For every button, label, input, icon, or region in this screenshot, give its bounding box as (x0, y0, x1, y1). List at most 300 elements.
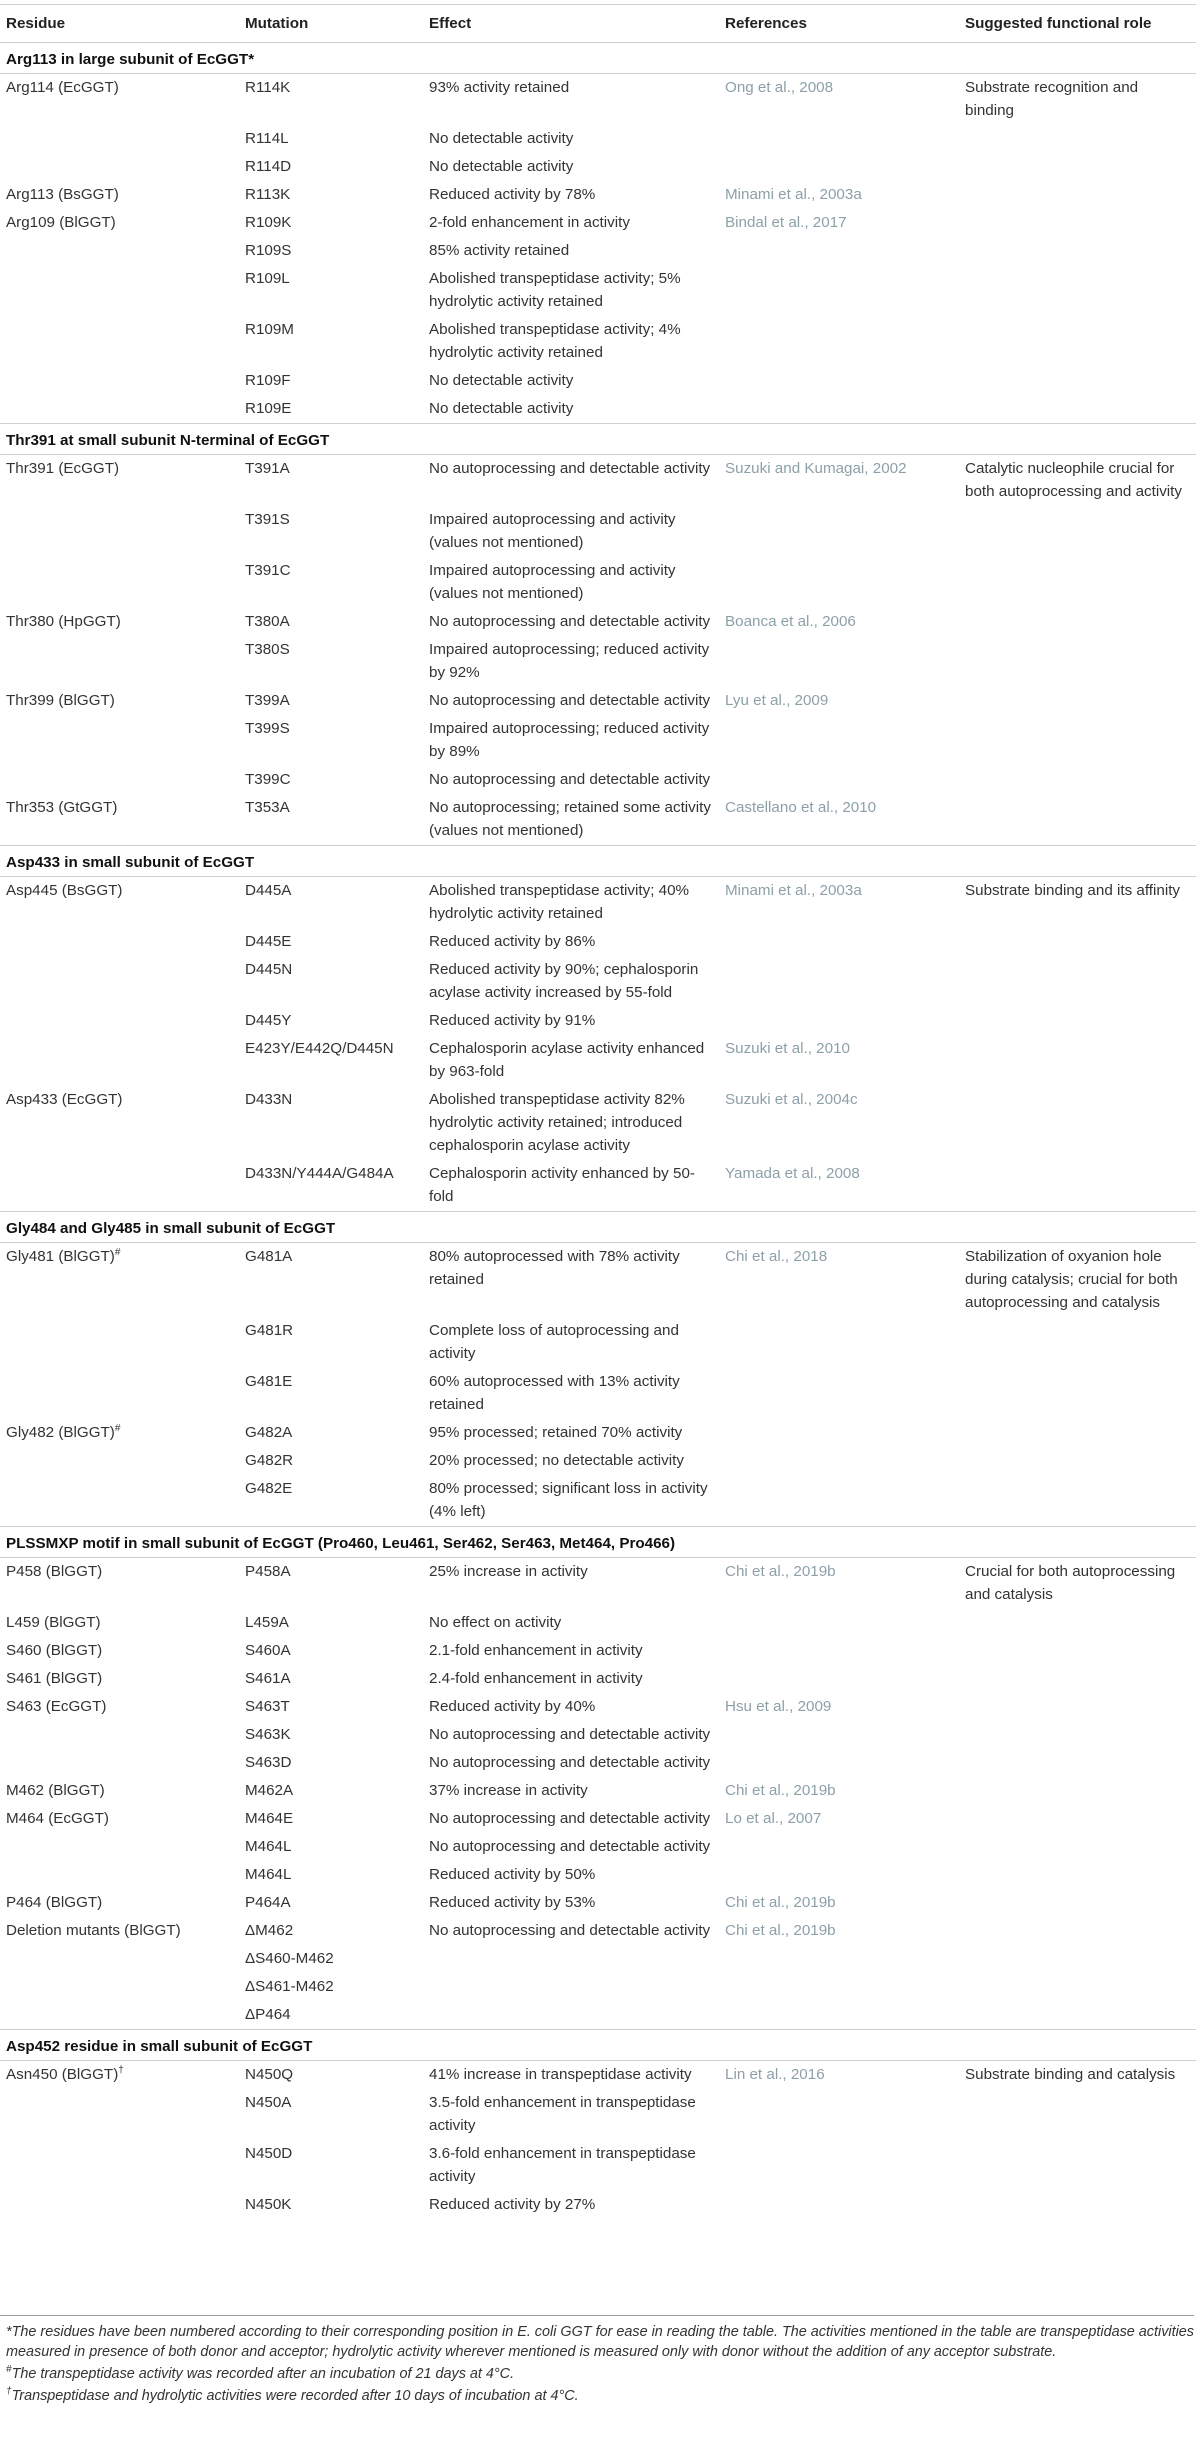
cell-effect-text: 93% activity retained (429, 79, 570, 96)
cell-effect (423, 1086, 719, 1160)
cell-effect-text: No effect on activity (429, 1614, 562, 1631)
cell-functional-role (959, 1665, 1196, 1693)
cell-reference (719, 956, 959, 1007)
cell-residue (0, 715, 239, 766)
table-row (0, 2191, 1196, 2219)
cell-effect (423, 1317, 719, 1368)
cell-functional-role (959, 1721, 1196, 1749)
cell-functional-role (959, 1558, 1196, 1610)
cell-reference (719, 506, 959, 557)
cell-functional-role (959, 956, 1196, 1007)
cell-reference-text: Yamada et al., 2008 (725, 1165, 860, 1182)
cell-mutation (239, 265, 423, 316)
cell-effect (423, 1749, 719, 1777)
table-row (0, 2140, 1196, 2191)
section-header-row (0, 1527, 1196, 1558)
table-row (0, 316, 1196, 367)
cell-reference (719, 636, 959, 687)
cell-effect (423, 1035, 719, 1086)
cell-reference (719, 2001, 959, 2030)
cell-residue (0, 1035, 239, 1086)
cell-functional-role (959, 367, 1196, 395)
table-row (0, 265, 1196, 316)
table-row (0, 956, 1196, 1007)
cell-mutation (239, 1777, 423, 1805)
cell-mutation-text: S463D (245, 1754, 292, 1771)
cell-mutation-text: R114K (245, 79, 291, 96)
cell-effect-text: 3.6-fold enhancement in transpeptidase activity (429, 2145, 696, 2185)
cell-functional-role (959, 1475, 1196, 1527)
cell-reference-text: Lo et al., 2007 (725, 1810, 822, 1827)
cell-residue-text: Gly481 (BlGGT) (6, 1248, 115, 1265)
cell-reference (719, 2140, 959, 2191)
cell-mutation (239, 687, 423, 715)
cell-reference-text: Suzuki et al., 2010 (725, 1040, 850, 1057)
cell-reference-text: Hsu et al., 2009 (725, 1698, 832, 1715)
table-row (0, 395, 1196, 424)
table-row (0, 1419, 1196, 1447)
cell-residue-text: Thr391 (EcGGT) (6, 460, 120, 477)
cell-functional-role (959, 506, 1196, 557)
cell-effect (423, 1805, 719, 1833)
table-row (0, 1007, 1196, 1035)
cell-reference-text: Lin et al., 2016 (725, 2066, 825, 2083)
cell-functional-role-text: Stabilization of oxyanion hole during catalysis; crucial for both autoprocessing and catalysis (965, 1248, 1178, 1311)
table-row (0, 209, 1196, 237)
footnote-hash-text: The transpeptidase activity was recorded after an incubation of 21 days at 4°C. (11, 2366, 515, 2382)
cell-mutation (239, 1693, 423, 1721)
cell-effect-text: No autoprocessing and detectable activity (429, 771, 711, 788)
cell-mutation-text: G482R (245, 1452, 294, 1469)
cell-effect (423, 74, 719, 126)
cell-mutation (239, 125, 423, 153)
cell-mutation (239, 1475, 423, 1527)
cell-mutation (239, 316, 423, 367)
cell-effect (423, 367, 719, 395)
cell-reference (719, 2089, 959, 2140)
cell-functional-role (959, 608, 1196, 636)
cell-effect-text: Reduced activity by 53% (429, 1894, 596, 1911)
cell-residue (0, 316, 239, 367)
cell-effect (423, 2001, 719, 2030)
cell-functional-role (959, 181, 1196, 209)
table-row (0, 367, 1196, 395)
cell-mutation-text: S460A (245, 1642, 291, 1659)
table-row (0, 636, 1196, 687)
cell-functional-role (959, 2191, 1196, 2219)
cell-functional-role (959, 2140, 1196, 2191)
cell-reference (719, 794, 959, 846)
cell-reference (719, 1558, 959, 1610)
cell-residue (0, 1317, 239, 1368)
cell-reference (719, 74, 959, 126)
cell-mutation (239, 928, 423, 956)
cell-functional-role (959, 1609, 1196, 1637)
section-header-row (0, 424, 1196, 455)
cell-mutation-text: T391A (245, 460, 290, 477)
cell-mutation-text: T380S (245, 641, 290, 658)
cell-mutation (239, 1665, 423, 1693)
cell-effect (423, 1609, 719, 1637)
cell-functional-role (959, 2061, 1196, 2090)
cell-mutation-text: S463K (245, 1726, 291, 1743)
cell-reference (719, 557, 959, 608)
section-title: Gly484 and Gly485 in small subunit of EcGGT (0, 1212, 1196, 1243)
table-row (0, 1035, 1196, 1086)
cell-mutation (239, 1945, 423, 1973)
cell-mutation (239, 209, 423, 237)
table-row (0, 1160, 1196, 1212)
cell-mutation (239, 636, 423, 687)
cell-effect (423, 1243, 719, 1318)
cell-residue-text: Arg113 (BsGGT) (6, 186, 119, 203)
cell-residue (0, 209, 239, 237)
cell-mutation-text: P464A (245, 1894, 291, 1911)
cell-residue (0, 1007, 239, 1035)
cell-residue (0, 367, 239, 395)
table-row (0, 2089, 1196, 2140)
cell-residue-text: S460 (BlGGT) (6, 1642, 103, 1659)
cell-residue (0, 687, 239, 715)
cell-residue-text: Thr353 (GtGGT) (6, 799, 118, 816)
cell-mutation-text: R109E (245, 400, 292, 417)
table-row (0, 2061, 1196, 2090)
cell-mutation-text: N450A (245, 2094, 292, 2111)
cell-mutation-text: ΔS461-M462 (245, 1978, 334, 1995)
cell-mutation-text: N450K (245, 2196, 292, 2213)
cell-mutation-text: R109M (245, 321, 294, 338)
cell-residue (0, 2089, 239, 2140)
cell-mutation-text: R114L (245, 130, 289, 147)
cell-effect-text: Impaired autoprocessing and activity (values not mentioned) (429, 562, 676, 602)
cell-functional-role (959, 316, 1196, 367)
cell-effect-text: Reduced activity by 50% (429, 1866, 596, 1883)
cell-mutation (239, 608, 423, 636)
cell-reference-text: Castellano et al., 2010 (725, 799, 877, 816)
cell-functional-role (959, 1917, 1196, 1945)
cell-residue (0, 455, 239, 507)
cell-functional-role (959, 237, 1196, 265)
cell-effect-text: Abolished transpeptidase activity; 5% hydrolytic activity retained (429, 270, 681, 310)
cell-residue (0, 125, 239, 153)
cell-effect (423, 2140, 719, 2191)
cell-mutation-text: T399C (245, 771, 291, 788)
table-row (0, 687, 1196, 715)
cell-reference-text: Chi et al., 2018 (725, 1248, 828, 1265)
cell-residue-text: M464 (EcGGT) (6, 1810, 109, 1827)
cell-reference (719, 1609, 959, 1637)
cell-reference (719, 1368, 959, 1419)
cell-mutation-text: M464E (245, 1810, 294, 1827)
cell-residue (0, 956, 239, 1007)
cell-residue-text: Thr380 (HpGGT) (6, 613, 121, 630)
header-effect: Effect (423, 5, 719, 43)
header-residue: Residue (0, 5, 239, 43)
table-row (0, 1447, 1196, 1475)
cell-effect (423, 1721, 719, 1749)
cell-effect (423, 125, 719, 153)
cell-residue (0, 181, 239, 209)
cell-functional-role (959, 1160, 1196, 1212)
cell-mutation (239, 1889, 423, 1917)
cell-mutation (239, 1447, 423, 1475)
cell-effect-text: Abolished transpeptidase activity 82% hydrolytic activity retained; introduced cephalosporin acylase activity (429, 1091, 685, 1154)
section-title: Arg113 in large subunit of EcGGT* (0, 43, 1196, 74)
cell-functional-role (959, 1368, 1196, 1419)
cell-effect (423, 455, 719, 507)
cell-functional-role (959, 153, 1196, 181)
cell-effect (423, 1973, 719, 2001)
cell-reference (719, 766, 959, 794)
cell-effect (423, 395, 719, 424)
cell-mutation-text: D445Y (245, 1012, 292, 1029)
cell-reference (719, 1973, 959, 2001)
table-row (0, 1086, 1196, 1160)
cell-effect-text: Reduced activity by 78% (429, 186, 596, 203)
cell-functional-role (959, 1419, 1196, 1447)
cell-functional-role (959, 1833, 1196, 1861)
table-row (0, 1637, 1196, 1665)
cell-reference (719, 395, 959, 424)
cell-effect (423, 265, 719, 316)
cell-functional-role-text: Substrate binding and its affinity (965, 882, 1181, 899)
cell-effect-text: Complete loss of autoprocessing and activity (429, 1322, 679, 1362)
cell-residue-text: P464 (BlGGT) (6, 1894, 103, 1911)
cell-effect-text: No detectable activity (429, 400, 574, 417)
table-row (0, 794, 1196, 846)
cell-reference (719, 1447, 959, 1475)
cell-effect (423, 1007, 719, 1035)
cell-mutation (239, 1160, 423, 1212)
cell-mutation (239, 181, 423, 209)
cell-effect (423, 1475, 719, 1527)
cell-effect (423, 181, 719, 209)
table-row (0, 153, 1196, 181)
cell-mutation-text: S463T (245, 1698, 290, 1715)
table-row (0, 928, 1196, 956)
cell-functional-role (959, 1243, 1196, 1318)
cell-mutation (239, 557, 423, 608)
cell-effect (423, 1665, 719, 1693)
cell-residue (0, 153, 239, 181)
cell-mutation (239, 1861, 423, 1889)
cell-residue-text: M462 (BlGGT) (6, 1782, 105, 1799)
cell-residue-text: Asn450 (BlGGT) (6, 2066, 119, 2083)
table-row (0, 1558, 1196, 1610)
footnote-marker: # (114, 1246, 121, 1258)
cell-mutation (239, 506, 423, 557)
cell-effect-text: No autoprocessing and detectable activity (429, 1754, 711, 1771)
cell-reference-text: Chi et al., 2019b (725, 1922, 836, 1939)
cell-effect-text: 2-fold enhancement in activity (429, 214, 630, 231)
cell-mutation-text: T391C (245, 562, 291, 579)
cell-residue-text: S463 (EcGGT) (6, 1698, 107, 1715)
cell-functional-role (959, 1889, 1196, 1917)
cell-effect (423, 636, 719, 687)
cell-mutation-text: R109F (245, 372, 291, 389)
cell-reference-text: Suzuki and Kumagai, 2002 (725, 460, 907, 477)
cell-residue (0, 1917, 239, 1945)
cell-residue (0, 2191, 239, 2219)
cell-reference (719, 1833, 959, 1861)
footnote-marker: # (114, 1422, 121, 1434)
cell-effect-text: 20% processed; no detectable activity (429, 1452, 684, 1469)
cell-residue-text: Deletion mutants (BlGGT) (6, 1922, 181, 1939)
header-mutation: Mutation (239, 5, 423, 43)
cell-mutation (239, 2089, 423, 2140)
cell-residue (0, 928, 239, 956)
cell-functional-role (959, 1637, 1196, 1665)
table-row (0, 557, 1196, 608)
cell-reference (719, 1861, 959, 1889)
cell-effect-text: 41% increase in transpeptidase activity (429, 2066, 692, 2083)
cell-mutation (239, 766, 423, 794)
cell-reference-text: Suzuki et al., 2004c (725, 1091, 858, 1108)
cell-residue (0, 1665, 239, 1693)
table-row (0, 1721, 1196, 1749)
cell-effect-text: Impaired autoprocessing and activity (values not mentioned) (429, 511, 676, 551)
cell-functional-role (959, 766, 1196, 794)
cell-reference (719, 1777, 959, 1805)
cell-effect-text: No autoprocessing and detectable activity (429, 1726, 711, 1743)
footnote-dagger-mark: † (6, 2386, 12, 2398)
cell-mutation (239, 1243, 423, 1318)
cell-effect-text: No detectable activity (429, 158, 574, 175)
table-footnotes (0, 2315, 1194, 2408)
cell-mutation (239, 2140, 423, 2191)
section-title: Asp452 residue in small subunit of EcGGT (0, 2030, 1196, 2061)
cell-mutation-text: ΔS460-M462 (245, 1950, 334, 1967)
cell-functional-role-text: Crucial for both autoprocessing and catalysis (965, 1563, 1176, 1603)
cell-residue (0, 557, 239, 608)
cell-mutation (239, 1973, 423, 2001)
cell-reference (719, 125, 959, 153)
footnote-hash-mark: # (6, 2364, 12, 2376)
cell-residue (0, 766, 239, 794)
table-row (0, 181, 1196, 209)
cell-effect (423, 1945, 719, 1973)
cell-reference-text: Bindal et al., 2017 (725, 214, 847, 231)
cell-reference (719, 181, 959, 209)
footnote-marker: † (118, 2064, 124, 2076)
cell-reference (719, 1917, 959, 1945)
table-header-row (0, 5, 1196, 43)
cell-residue-text: Asp433 (EcGGT) (6, 1091, 123, 1108)
cell-reference (719, 1243, 959, 1318)
cell-residue (0, 1693, 239, 1721)
cell-reference (719, 2061, 959, 2090)
cell-mutation (239, 1035, 423, 1086)
cell-mutation (239, 1558, 423, 1610)
cell-effect (423, 1777, 719, 1805)
cell-mutation (239, 74, 423, 126)
cell-effect (423, 715, 719, 766)
cell-functional-role (959, 2089, 1196, 2140)
cell-effect-text: 3.5-fold enhancement in transpeptidase activity (429, 2094, 696, 2134)
table-row (0, 1693, 1196, 1721)
cell-mutation (239, 395, 423, 424)
cell-residue-text: S461 (BlGGT) (6, 1670, 103, 1687)
cell-effect (423, 316, 719, 367)
cell-residue-text: L459 (BlGGT) (6, 1614, 101, 1631)
section-title: PLSSMXP motif in small subunit of EcGGT (Pro460, Leu461, Ser462, Ser463, Met464, Pro466) (0, 1527, 1196, 1558)
cell-residue (0, 2001, 239, 2030)
cell-effect-text: Reduced activity by 90%; cephalosporin acylase activity increased by 55-fold (429, 961, 699, 1001)
table-row (0, 877, 1196, 929)
cell-effect-text: 80% processed; significant loss in activity (4% left) (429, 1480, 708, 1520)
cell-effect (423, 557, 719, 608)
table-row (0, 1833, 1196, 1861)
cell-reference (719, 1475, 959, 1527)
cell-reference-text: Ong et al., 2008 (725, 79, 834, 96)
table-row (0, 1777, 1196, 1805)
cell-residue (0, 1777, 239, 1805)
header-functional-role: Suggested functional role (959, 5, 1196, 43)
cell-residue (0, 1833, 239, 1861)
cell-reference (719, 2191, 959, 2219)
cell-mutation (239, 455, 423, 507)
cell-mutation (239, 367, 423, 395)
cell-effect-text: Reduced activity by 27% (429, 2196, 596, 2213)
cell-mutation-text: D445E (245, 933, 292, 950)
cell-functional-role (959, 1317, 1196, 1368)
footnote-dagger-text: Transpeptidase and hydrolytic activities were recorded after 10 days of incubation at 4°C. (11, 2388, 579, 2404)
cell-mutation-text: T380A (245, 613, 290, 630)
cell-effect-text: Abolished transpeptidase activity; 4% hydrolytic activity retained (429, 321, 681, 361)
cell-reference (719, 1637, 959, 1665)
cell-residue (0, 1243, 239, 1318)
table-row (0, 455, 1196, 507)
cell-functional-role (959, 209, 1196, 237)
cell-effect-text: Reduced activity by 91% (429, 1012, 596, 1029)
cell-effect-text: 60% autoprocessed with 13% activity retained (429, 1373, 680, 1413)
cell-reference-text: Chi et al., 2019b (725, 1894, 836, 1911)
cell-mutation (239, 153, 423, 181)
cell-reference (719, 316, 959, 367)
cell-mutation-text: G481E (245, 1373, 293, 1390)
cell-residue (0, 1558, 239, 1610)
cell-reference (719, 1317, 959, 1368)
cell-effect (423, 877, 719, 929)
cell-functional-role (959, 1447, 1196, 1475)
table-row (0, 608, 1196, 636)
cell-residue (0, 1609, 239, 1637)
cell-effect (423, 237, 719, 265)
cell-effect-text: 2.4-fold enhancement in activity (429, 1670, 643, 1687)
cell-residue (0, 608, 239, 636)
cell-effect (423, 1419, 719, 1447)
cell-effect (423, 956, 719, 1007)
cell-mutation (239, 1007, 423, 1035)
cell-mutation (239, 1419, 423, 1447)
cell-residue (0, 506, 239, 557)
cell-functional-role (959, 687, 1196, 715)
cell-mutation-text: G482E (245, 1480, 293, 1497)
cell-residue (0, 636, 239, 687)
cell-effect (423, 608, 719, 636)
cell-effect (423, 1447, 719, 1475)
cell-functional-role (959, 794, 1196, 846)
cell-reference (719, 1693, 959, 1721)
cell-reference (719, 715, 959, 766)
cell-residue-text: Arg114 (EcGGT) (6, 79, 119, 96)
cell-mutation-text: M464L (245, 1838, 292, 1855)
cell-residue (0, 877, 239, 929)
cell-mutation-text: D433N/Y444A/G484A (245, 1165, 394, 1182)
cell-residue (0, 1160, 239, 1212)
cell-effect (423, 2061, 719, 2090)
cell-residue (0, 395, 239, 424)
